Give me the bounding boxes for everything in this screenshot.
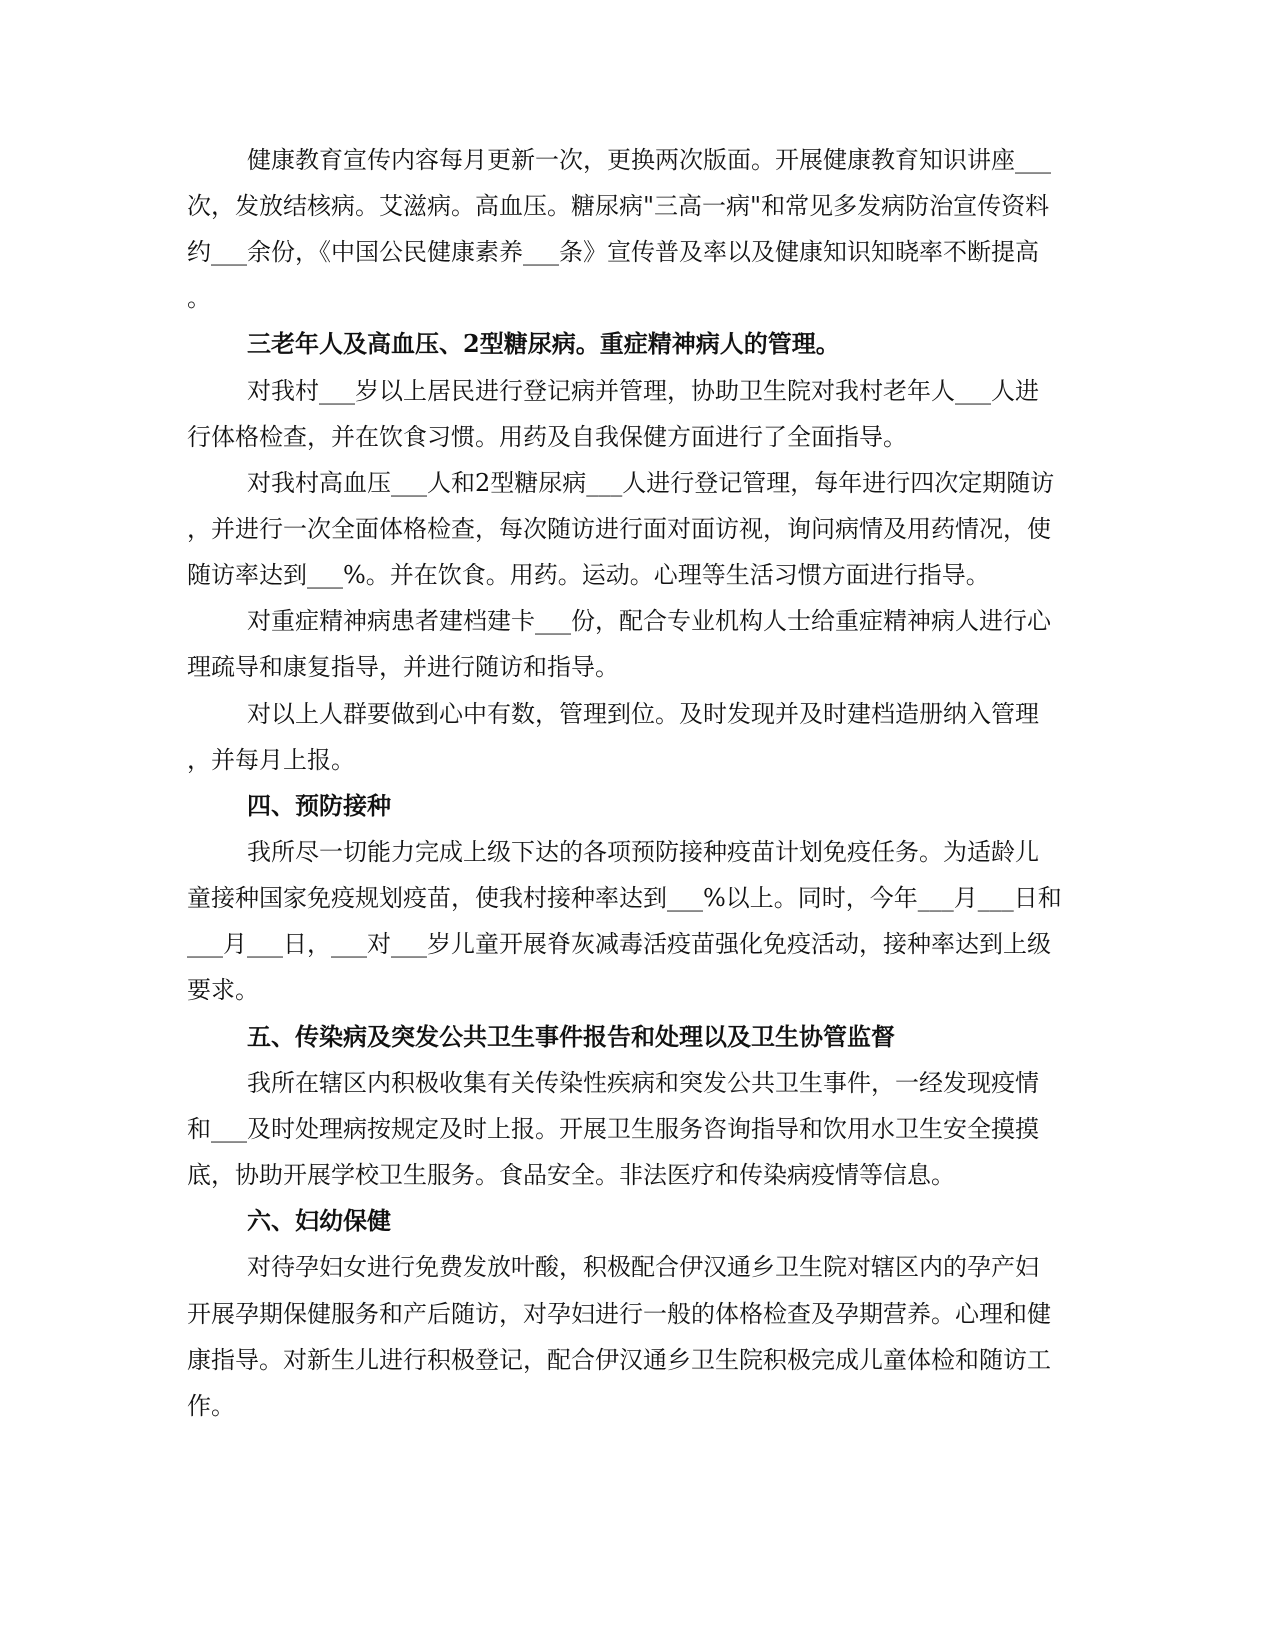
paragraph-line: 要求。 bbox=[187, 976, 259, 1004]
paragraph-line: 对我村高血压___人和2型糖尿病___人进行登记管理，每年进行四次定期随访 bbox=[247, 469, 1055, 497]
paragraph-line: 童接种国家免疫规划疫苗，使我村接种率达到___%以上。同时，今年___月___日和 bbox=[187, 884, 1062, 912]
paragraph-line: 健康教育宣传内容每月更新一次，更换两次版面。开展健康教育知识讲座___ bbox=[247, 146, 1051, 174]
section-heading: 四、预防接种 bbox=[247, 791, 391, 820]
paragraph-line: 理疏导和康复指导，并进行随访和指导。 bbox=[187, 653, 619, 681]
paragraph-line: ，并每月上报。 bbox=[187, 746, 355, 774]
paragraph-line: 我所在辖区内积极收集有关传染性疾病和突发公共卫生事件，一经发现疫情 bbox=[247, 1069, 1039, 1097]
paragraph-line: 次，发放结核病。艾滋病。高血压。糖尿病"三高一病"和常见多发病防治宣传资料 bbox=[187, 192, 1050, 220]
paragraph-line: 底，协助开展学校卫生服务。食品安全。非法医疗和传染病疫情等信息。 bbox=[187, 1161, 955, 1189]
section-heading: 五、传染病及突发公共卫生事件报告和处理以及卫生协管监督 bbox=[247, 1022, 895, 1051]
paragraph-line: 随访率达到___%。并在饮食。用药。运动。心理等生活习惯方面进行指导。 bbox=[187, 561, 990, 589]
paragraph-line: 对我村___岁以上居民进行登记病并管理，协助卫生院对我村老年人___人进 bbox=[247, 377, 1039, 405]
section-heading: 三老年人及高血压、2型糖尿病。重症精神病人的管理。 bbox=[247, 329, 840, 358]
paragraph-line: 康指导。对新生儿进行积极登记，配合伊汉通乡卫生院积极完成儿童体检和随访工 bbox=[187, 1346, 1051, 1374]
paragraph-line: 行体格检查，并在饮食习惯。用药及自我保健方面进行了全面指导。 bbox=[187, 423, 907, 451]
paragraph-line: 对以上人群要做到心中有数，管理到位。及时发现并及时建档造册纳入管理 bbox=[247, 700, 1039, 728]
paragraph-line: ，并进行一次全面体格检查，每次随访进行面对面访视，询问病情及用药情况，使 bbox=[187, 515, 1051, 543]
paragraph-line: 对重症精神病患者建档建卡___份，配合专业机构人士给重症精神病人进行心 bbox=[247, 607, 1051, 635]
section-heading: 六、妇幼保健 bbox=[247, 1206, 391, 1235]
paragraph-line: ___月___日，___对___岁儿童开展脊灰减毒活疫苗强化免疫活动，接种率达到上级 bbox=[187, 930, 1051, 958]
paragraph-line: 我所尽一切能力完成上级下达的各项预防接种疫苗计划免疫任务。为适龄儿 bbox=[247, 838, 1039, 866]
paragraph-line: 。 bbox=[187, 284, 211, 312]
paragraph-line: 作。 bbox=[187, 1392, 235, 1420]
paragraph-line: 和___及时处理病按规定及时上报。开展卫生服务咨询指导和饮用水卫生安全摸摸 bbox=[187, 1115, 1039, 1143]
paragraph-line: 对待孕妇女进行免费发放叶酸，积极配合伊汉通乡卫生院对辖区内的孕产妇 bbox=[247, 1253, 1039, 1281]
paragraph-line: 开展孕期保健服务和产后随访，对孕妇进行一般的体格检查及孕期营养。心理和健 bbox=[187, 1300, 1051, 1328]
paragraph-line: 约___余份，《中国公民健康素养___条》宣传普及率以及健康知识知晓率不断提高 bbox=[187, 238, 1039, 266]
